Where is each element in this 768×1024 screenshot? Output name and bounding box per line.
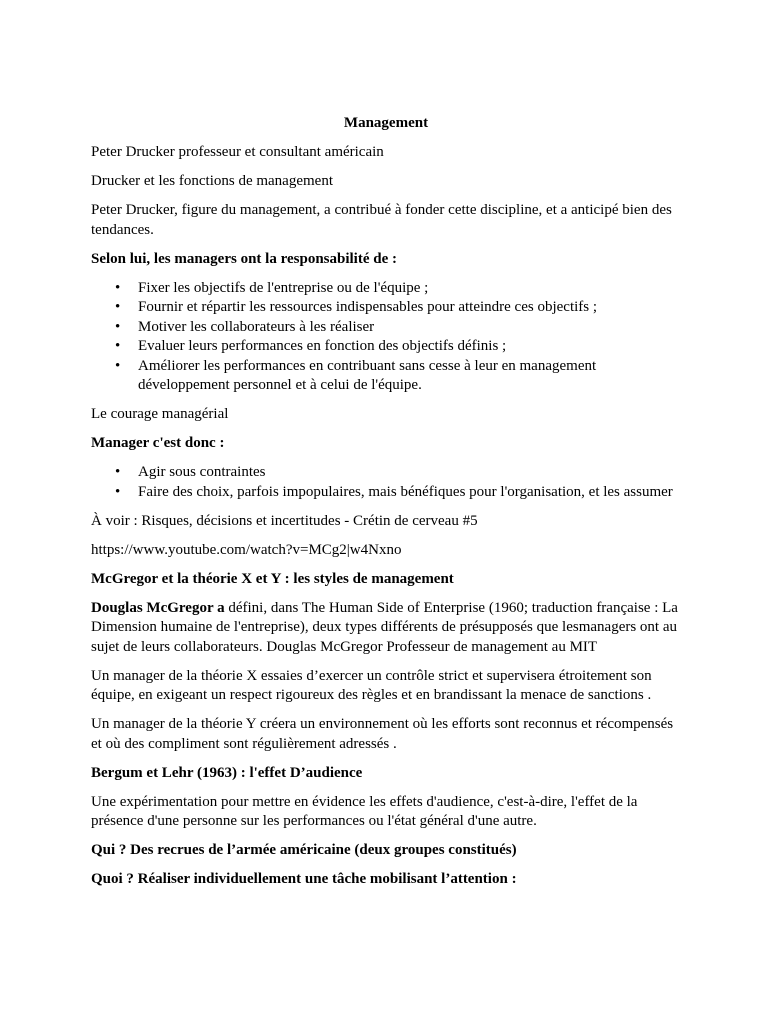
document-body	[91, 114, 681, 899]
paragraph: Peter Drucker, figure du management, a contribué à fonder cette discipline, et a anticipé bien des tendances.	[91, 202, 672, 238]
section-heading	[91, 870, 681, 890]
manager-list	[91, 463, 681, 502]
section-heading	[91, 841, 681, 861]
list-item: • Faire des choix, parfois impopulaires, mais bénéfiques pour l'organisation, et les assumer	[138, 483, 681, 503]
list-item: • Evaluer leurs performances en fonction des objectifs définis ;	[138, 337, 681, 357]
paragraph: Un manager de la théorie Y créera un environnement où les efforts sont reconnus et récompensés et où des compliment sont régulièrement adressés .	[91, 716, 674, 752]
paragraph	[91, 599, 681, 658]
section-heading	[91, 250, 681, 270]
bold-lead: Douglas McGregor a	[91, 599, 225, 616]
list-item: • Fixer les objectifs de l'entreprise ou de l'équipe ;	[138, 279, 681, 299]
list-item: • Fournir et répartir les ressources indispensables pour atteindre ces objectifs ;	[138, 298, 681, 318]
heading-text: McGregor et la théorie X et Y : les styles de management	[91, 570, 454, 587]
paragraph: Drucker et les fonctions de management	[91, 173, 333, 189]
list-item: • Motiver les collaborateurs à les réaliser	[138, 318, 681, 338]
heading-text: Quoi ? Réaliser individuellement une tâche mobilisant l’attention :	[91, 871, 517, 887]
responsibilities-list	[91, 279, 681, 396]
heading-text: Bergum et Lehr (1963) : l'effet D’audience	[91, 764, 363, 781]
paragraph: Peter Drucker professeur et consultant américain	[91, 144, 384, 160]
heading-text: Selon lui, les managers ont la responsabilité de :	[91, 250, 397, 267]
paragraph-text: défini, dans The Human Side of Enterprise (1960; traduction française : La Dimension humaine de l'entreprise), deux types différents de présupposés que lesmanagers ont au sujet de leurs collaborateurs. Douglas McGregor Professeur de management au MIT	[91, 599, 678, 655]
heading-text: Qui ? Des recrues de l’armée américaine (deux groupes constitués)	[91, 842, 517, 858]
paragraph: À voir : Risques, décisions et incertitudes - Crétin de cerveau #5	[91, 512, 478, 529]
paragraph: Un manager de la théorie X essaies d’exercer un contrôle strict et supervisera étroitement son équipe, en exigeant un respect rigoureux des règles et en brandissant la menace de sanctions .	[91, 667, 652, 703]
section-heading	[91, 764, 681, 784]
list-item: • Améliorer les performances en contribuant sans cesse à leur en management développement personnel et à celui de l'équipe.	[138, 357, 681, 396]
paragraph: Une expérimentation pour mettre en évidence les effets d'audience, c'est-à-dire, l'effet de la présence d'une personne sur les performances ou l'état général d'une autre.	[91, 793, 638, 829]
list-item: • Agir sous contraintes	[138, 463, 681, 483]
url-text: https://www.youtube.com/watch?v=MCg2|w4Nxno	[91, 541, 402, 558]
section-heading	[91, 570, 681, 590]
heading-text: Manager c'est donc :	[91, 435, 225, 451]
section-heading	[91, 434, 681, 454]
paragraph: Le courage managérial	[91, 406, 229, 422]
document-title: Management	[343, 115, 429, 131]
